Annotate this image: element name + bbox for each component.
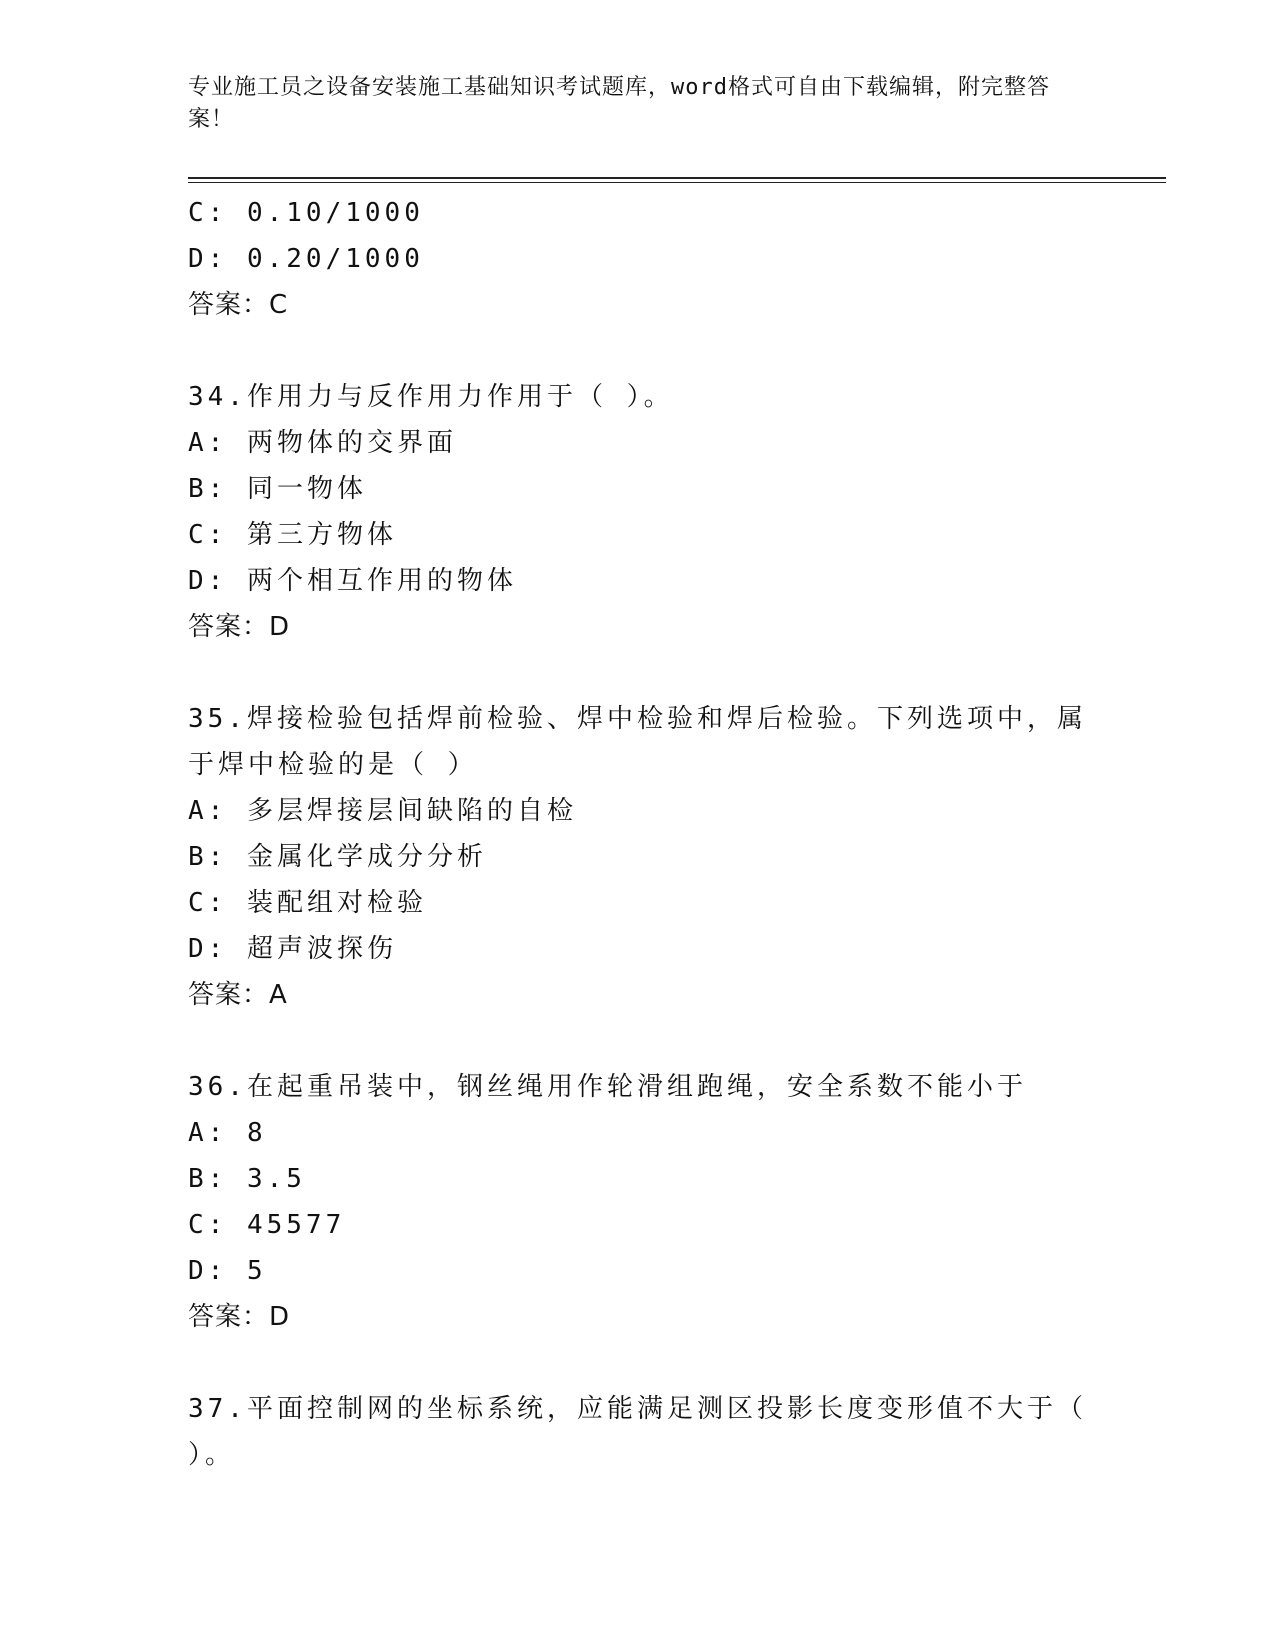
answer-line: 答案：C — [188, 290, 289, 320]
option-d: D: 超声波探伤 — [188, 934, 397, 964]
question-36 — [188, 1064, 1088, 1340]
option-b: B: 同一物体 — [188, 474, 367, 504]
header-divider-thick — [188, 177, 1166, 179]
option-c: C: 第三方物体 — [188, 520, 397, 550]
question-stem: 35.焊接检验包括焊前检验、焊中检验和焊后检验。下列选项中，属于焊中检验的是（ ） — [188, 704, 1087, 780]
option-a: A: 8 — [188, 1118, 267, 1148]
question-stem: 34.作用力与反作用力作用于（ ）。 — [188, 382, 674, 412]
question-35 — [188, 696, 1088, 1018]
option-a: A: 两物体的交界面 — [188, 428, 457, 458]
option-d: D: 0.20/1000 — [188, 244, 424, 274]
option-b: B: 3.5 — [188, 1164, 306, 1194]
option-c: C: 45577 — [188, 1210, 346, 1240]
question-37 — [188, 1386, 1088, 1478]
answer-line: 答案：A — [188, 980, 288, 1010]
question-33-partial — [188, 190, 1088, 328]
question-34 — [188, 374, 1088, 650]
question-stem: 36.在起重吊装中，钢丝绳用作轮滑组跑绳，安全系数不能小于 — [188, 1072, 1027, 1102]
header-divider-thin — [188, 182, 1166, 183]
option-d: D: 5 — [188, 1256, 267, 1286]
question-list — [188, 190, 1088, 1478]
answer-line: 答案：D — [188, 612, 291, 642]
option-a: A: 多层焊接层间缺陷的自检 — [188, 796, 577, 826]
option-c: C: 装配组对检验 — [188, 888, 427, 918]
option-c: C: 0.10/1000 — [188, 198, 424, 228]
question-stem: 37.平面控制网的坐标系统，应能满足测区投影长度变形值不大于（ ）。 — [188, 1394, 1087, 1470]
answer-line: 答案：D — [188, 1302, 291, 1332]
option-d: D: 两个相互作用的物体 — [188, 566, 517, 596]
document-header: 专业施工员之设备安装施工基础知识考试题库，word格式可自由下载编辑，附完整答案！ — [188, 75, 1050, 132]
option-b: B: 金属化学成分分析 — [188, 842, 487, 872]
